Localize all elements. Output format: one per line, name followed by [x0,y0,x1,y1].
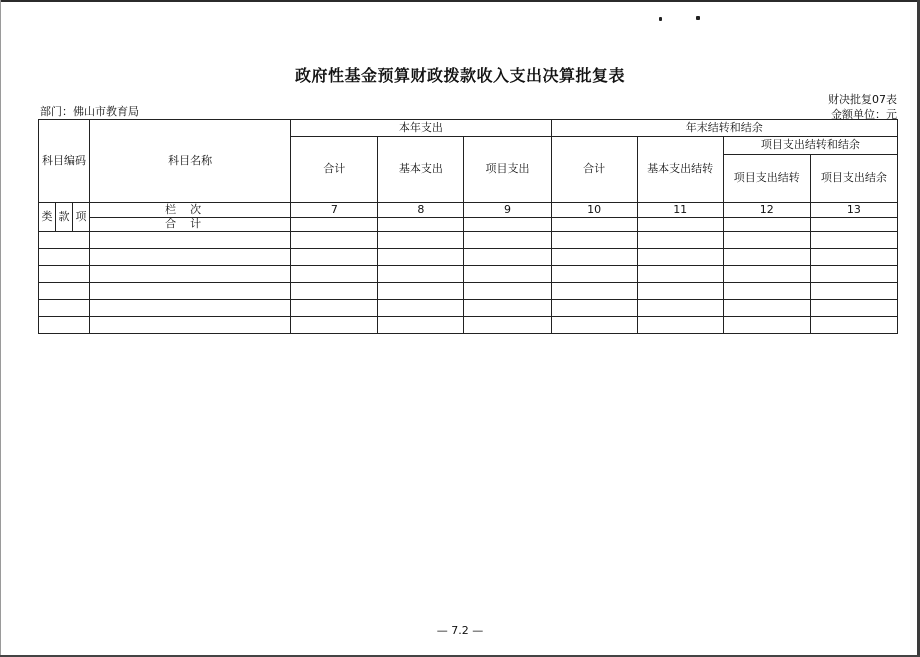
value-cell [723,317,810,334]
code-cell [39,283,90,300]
total-cell [551,218,637,232]
department-label: 部门：佛山市教育局 [40,105,139,118]
header-total-carryover: 合计 [551,137,637,203]
value-cell [810,266,897,283]
value-cell [551,232,637,249]
header-project-surplus: 项目支出结余 [810,155,897,203]
header-basic-carryover: 基本支出结转 [637,137,723,203]
value-cell [378,266,464,283]
approval-table [38,119,898,334]
table-row [39,317,898,334]
code-cell [39,266,90,283]
value-cell [637,300,723,317]
name-cell [90,300,291,317]
value-cell [637,266,723,283]
value-cell [723,300,810,317]
total-row-label: 合计 [90,218,291,232]
header-project-expenditure: 项目支出 [464,137,551,203]
header-subject-name: 科目名称 [90,120,291,203]
header-total: 合计 [291,137,378,203]
column-number: 10 [551,203,637,218]
value-cell [291,266,378,283]
scan-edge-top [0,0,920,2]
name-cell [90,283,291,300]
value-cell [723,249,810,266]
value-cell [551,249,637,266]
code-cell [39,232,90,249]
value-cell [291,300,378,317]
value-cell [378,317,464,334]
header-code-category: 类 [39,203,56,232]
value-cell [291,232,378,249]
value-cell [810,232,897,249]
value-cell [378,232,464,249]
code-cell [39,317,90,334]
value-cell [464,283,551,300]
value-cell [464,300,551,317]
column-number: 9 [464,203,551,218]
header-subject-code: 科目编码 [39,120,90,203]
scan-speck [659,17,662,21]
header-year-end-carryover: 年末结转和结余 [551,120,897,137]
code-cell [39,300,90,317]
table-row [39,300,898,317]
total-cell [637,218,723,232]
value-cell [551,317,637,334]
header-code-section: 款 [56,203,73,232]
column-number: 7 [291,203,378,218]
value-cell [464,249,551,266]
header-project-carryover-surplus: 项目支出结转和结余 [723,137,897,155]
document-title: 政府性基金预算财政拨款收入支出决算批复表 [294,66,625,85]
value-cell [723,266,810,283]
value-cell [464,232,551,249]
total-cell [378,218,464,232]
value-cell [810,283,897,300]
table-row [39,232,898,249]
column-number: 13 [810,203,897,218]
table-row [39,249,898,266]
header-project-carryover: 项目支出结转 [723,155,810,203]
value-cell [637,283,723,300]
value-cell [291,249,378,266]
value-cell [551,300,637,317]
total-cell [723,218,810,232]
code-cell [39,249,90,266]
value-cell [378,249,464,266]
name-cell [90,317,291,334]
value-cell [291,283,378,300]
value-cell [810,317,897,334]
page-number: — 7.2 — [436,624,484,637]
name-cell [90,249,291,266]
value-cell [810,249,897,266]
value-cell [551,266,637,283]
form-code: 财决批复07表 [828,93,897,106]
value-cell [637,249,723,266]
value-cell [464,266,551,283]
value-cell [464,317,551,334]
total-cell [810,218,897,232]
value-cell [378,300,464,317]
table-row [39,283,898,300]
name-cell [90,232,291,249]
value-cell [378,283,464,300]
value-cell [723,283,810,300]
value-cell [723,232,810,249]
total-cell [464,218,551,232]
value-cell [551,283,637,300]
header-basic-expenditure: 基本支出 [378,137,464,203]
value-cell [810,300,897,317]
scan-speck [696,16,700,20]
column-number: 11 [637,203,723,218]
column-number: 8 [378,203,464,218]
scan-edge-left [0,0,1,657]
amount-unit: 金额单位：元 [831,108,897,121]
name-cell [90,266,291,283]
header-code-item: 项 [73,203,90,232]
column-number: 12 [723,203,810,218]
value-cell [291,317,378,334]
value-cell [637,317,723,334]
header-current-year-expenditure: 本年支出 [291,120,551,137]
table-row [39,266,898,283]
total-cell [291,218,378,232]
column-index-label: 栏次 [90,203,291,218]
value-cell [637,232,723,249]
